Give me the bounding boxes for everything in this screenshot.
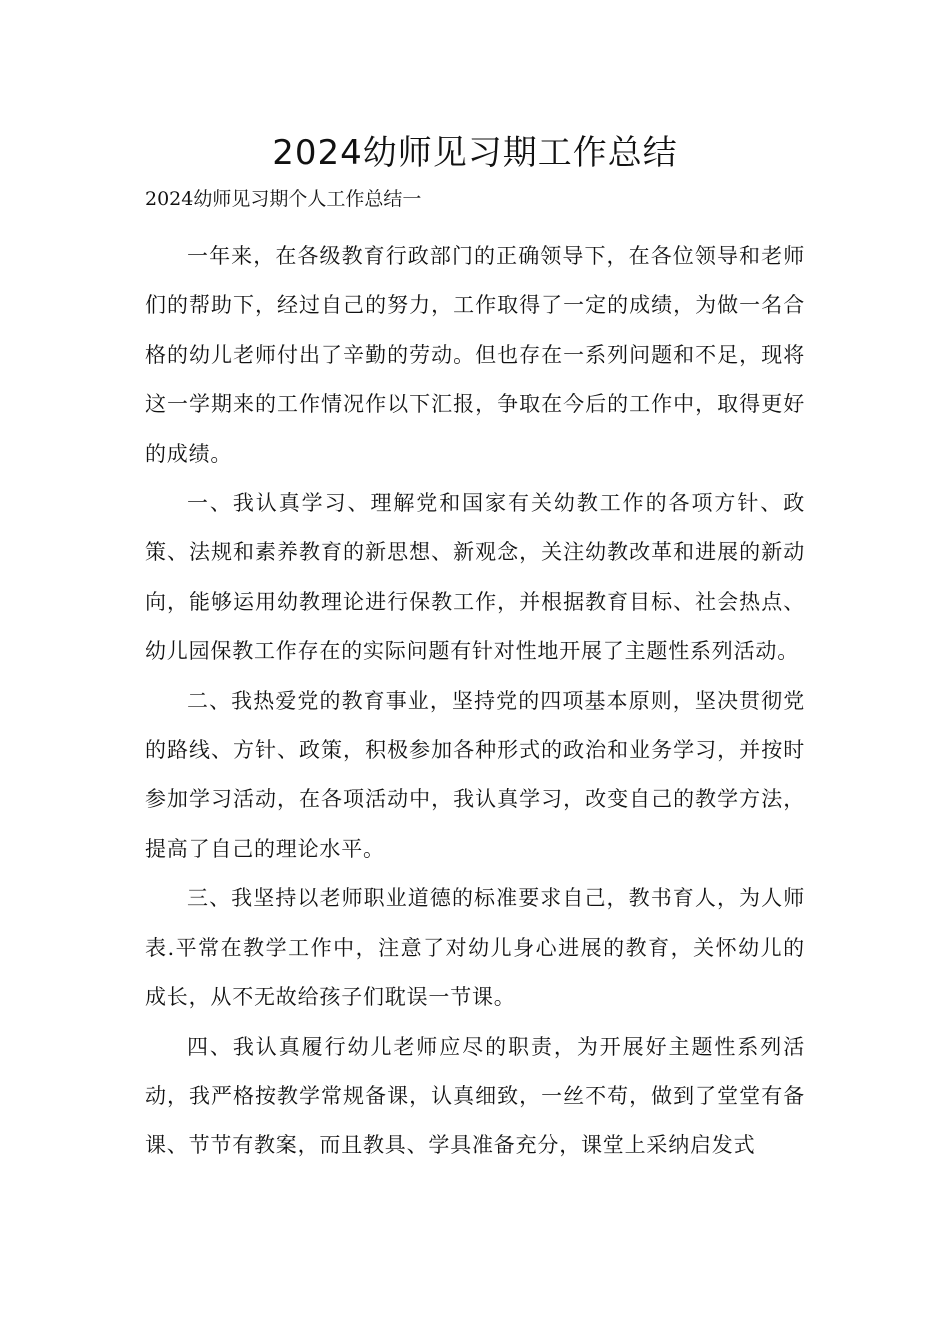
paragraph-3: 三、我坚持以老师职业道德的标准要求自己，教书育人，为人师表.平常在教学工作中，注意了对幼儿身心进展的教育，关怀幼儿的成长，从不无故给孩子们耽误一节课。 [145,886,805,1010]
paragraph-4: 四、我认真履行幼儿老师应尽的职责，为开展好主题性系列活动，我严格按教学常规备课，认真细致，一丝不苟，做到了堂堂有备课、节节有教案，而且教具、学具准备充分，课堂上采纳启发式 [145,1034,805,1158]
paragraph-2: 二、我热爱党的教育事业，坚持党的四项基本原则，坚决贯彻党的路线、方针、政策，积极参加各种形式的政治和业务学习，并按时参加学习活动，在各项活动中，我认真学习，改变自己的教学方法，提高了自己的理论水平。 [145,688,805,861]
document-body [145,232,805,1171]
document-title: 2024幼师见习期工作总结 [272,133,678,173]
section-subtitle: 2024幼师见习期个人工作总结一 [145,188,422,210]
paragraph-intro: 一年来，在各级教育行政部门的正确领导下，在各位领导和老师们的帮助下，经过自己的努力，工作取得了一定的成绩，为做一名合格的幼儿老师付出了辛勤的劳动。但也存在一系列问题和不足，现将这一学期来的工作情况作以下汇报，争取在今后的工作中，取得更好的成绩。 [145,244,805,466]
paragraph-1: 一、我认真学习、理解党和国家有关幼教工作的各项方针、政策、法规和素养教育的新思想、新观念，关注幼教改革和进展的新动向，能够运用幼教理论进行保教工作，并根据教育目标、社会热点、幼儿园保教工作存在的实际问题有针对性地开展了主题性系列活动。 [145,491,805,664]
